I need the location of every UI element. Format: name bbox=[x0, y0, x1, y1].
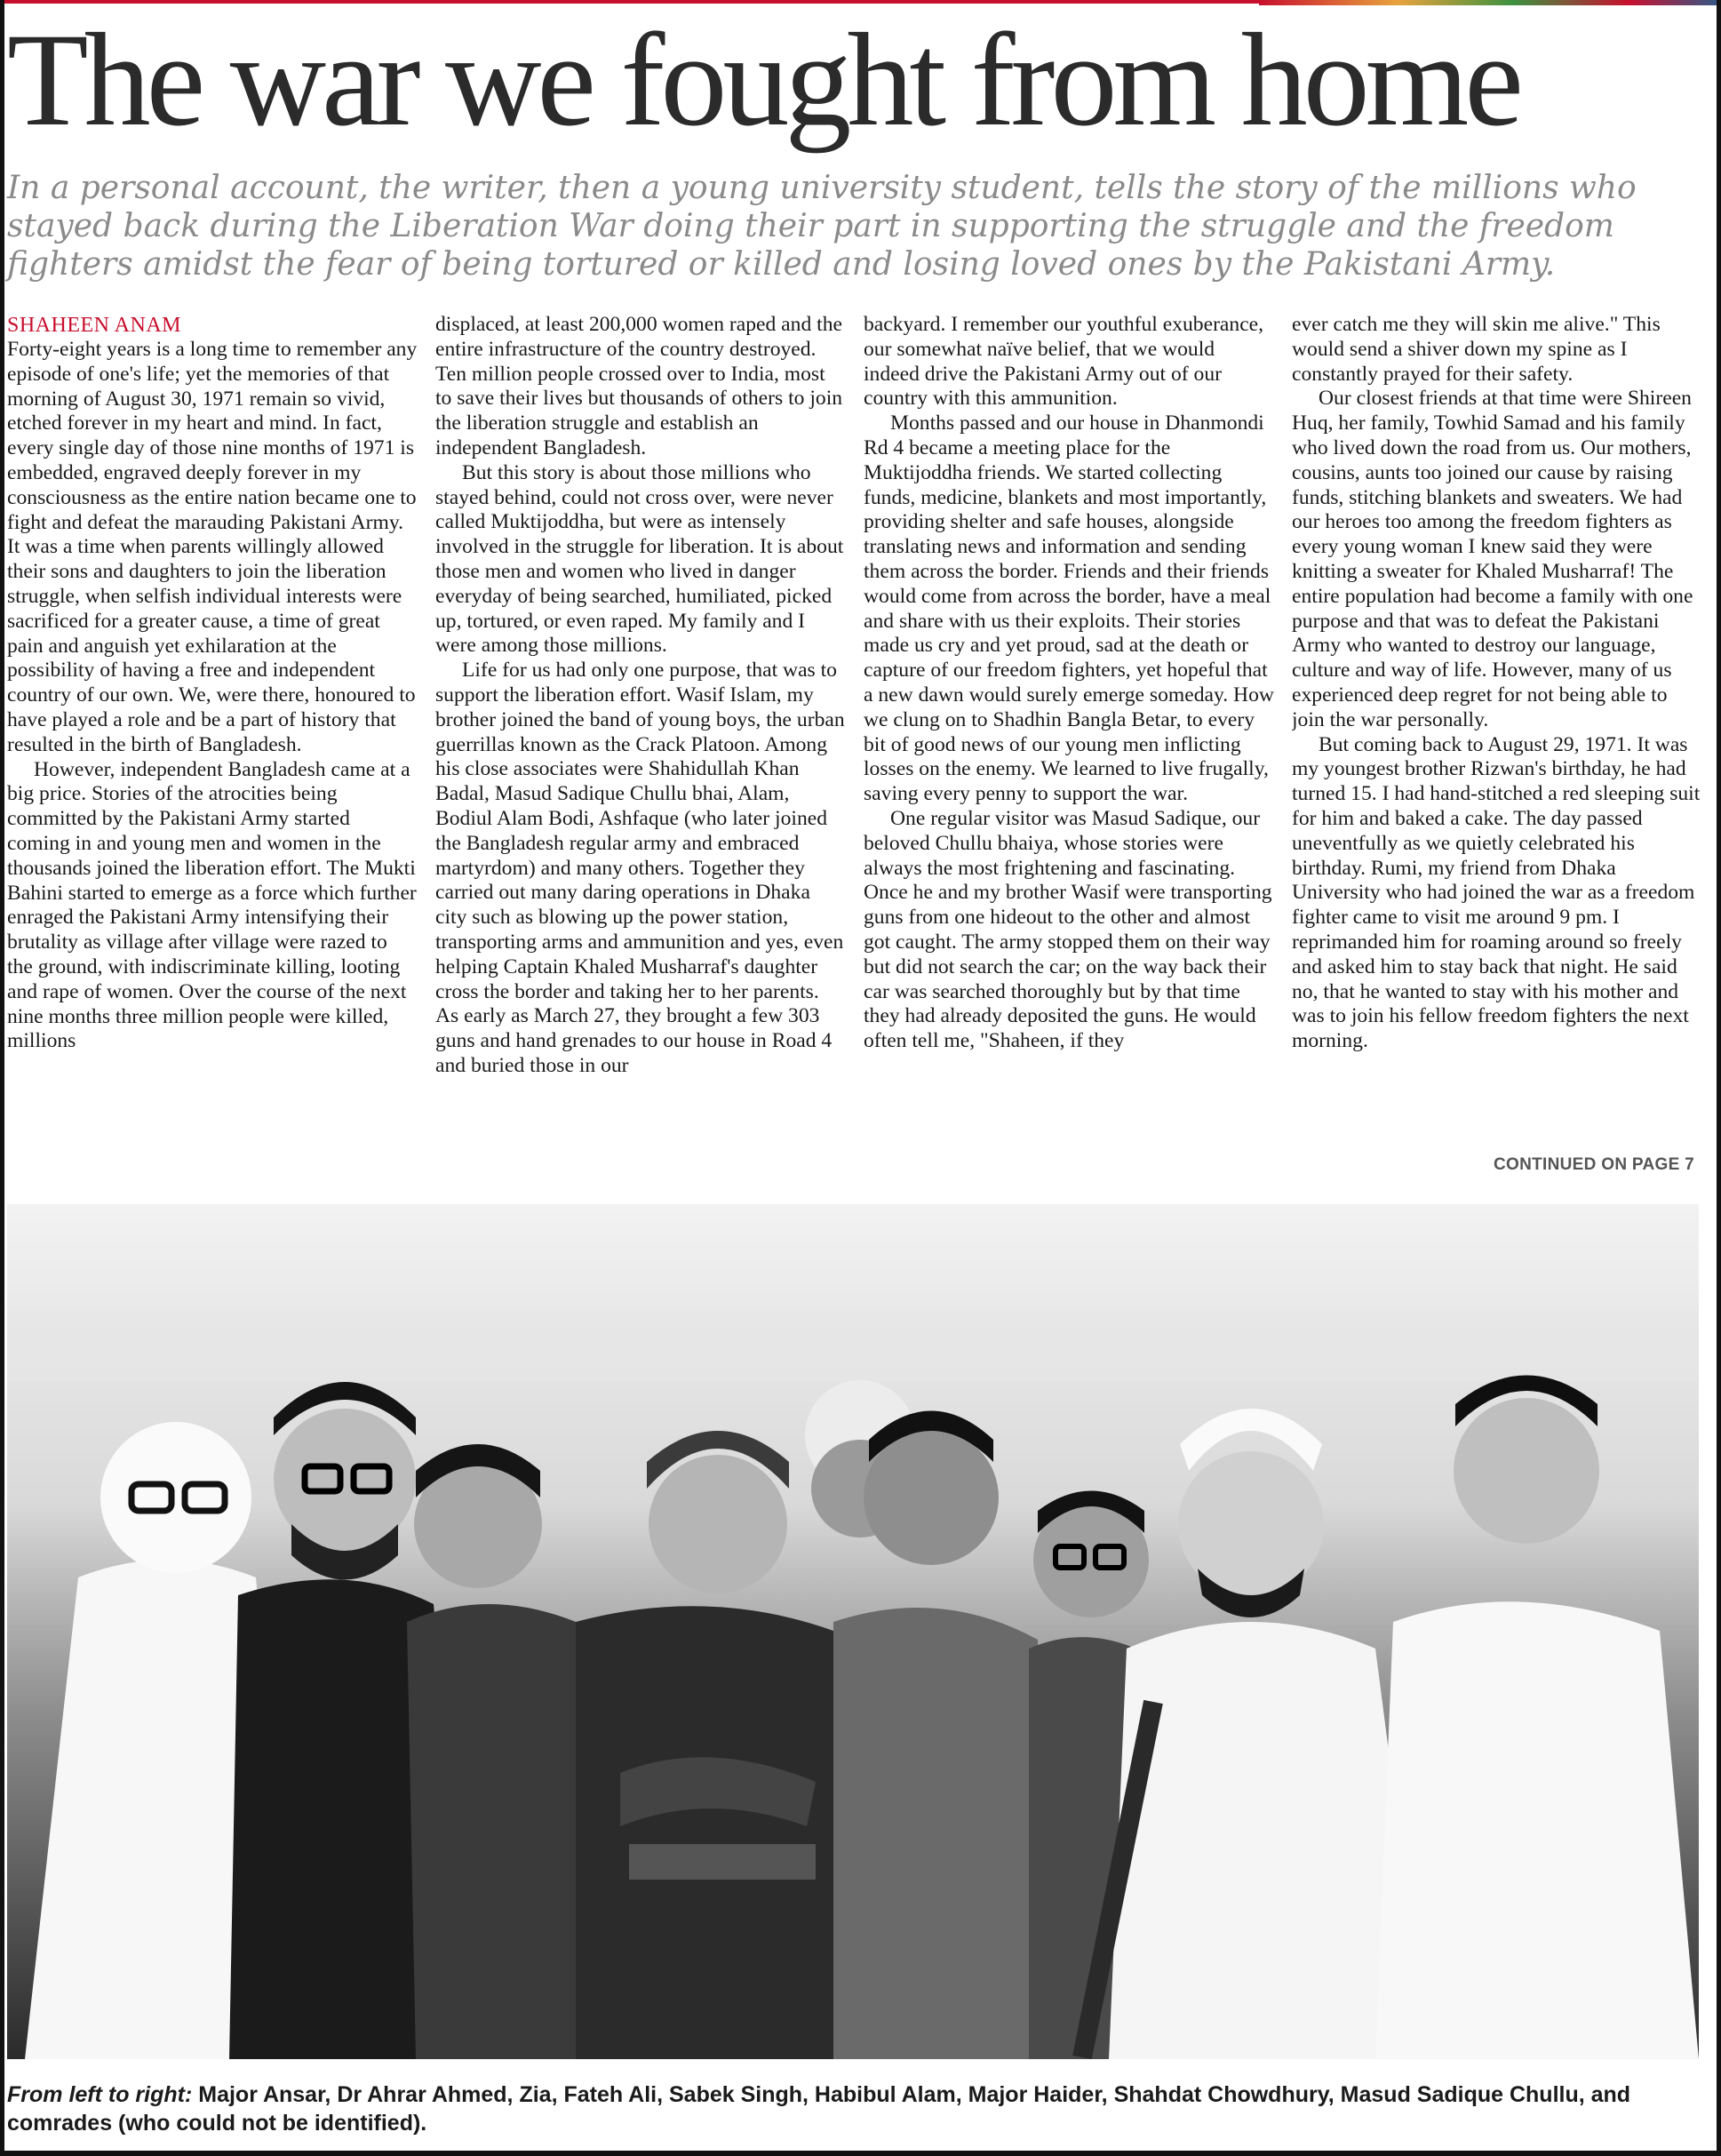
page-border-left bbox=[0, 0, 4, 2156]
group-photo bbox=[7, 1204, 1699, 2059]
paragraph: ever catch me they will skin me alive." This would send a shiver down my spine as I constantly prayed for their safety. bbox=[1292, 313, 1661, 386]
column-3 bbox=[864, 313, 1274, 1184]
article-body bbox=[7, 313, 1701, 1184]
paragraph: However, independent Bangladesh came at a big price. Stories of the atrocities being committed by the Pakistani Army started coming in and young men and women in the thousands joined the liberation effort. The Mukti Bahini started to emerge as a force which further enraged the Pakistani Army intensifying their brutality as village after village were razed to the ground, with indiscriminate killing, looting and rape of women. Over the course of the next nine months three million people were killed, millions bbox=[7, 757, 417, 1053]
continued-label: CONTINUED ON PAGE 7 bbox=[1494, 1155, 1694, 1174]
paragraph: Our closest friends at that time were Shireen Huq, her family, Towhid Samad and his family who lived down the road from us. Our mothers, cousins, aunts too joined our cause by raising funds, stitching blankets and sweaters. We had our heroes too among the freedom fighters as every young woman I knew said they were knitting a sweater for Khaled Musharraf! The entire population had become a family with one purpose and that was to defeat the Pakistani Army who wanted to destroy our language, culture and way of life. However, many of us experienced deep regret for not being able to join the war personally. bbox=[1292, 387, 1693, 731]
column-2 bbox=[435, 313, 846, 1184]
paragraph: Life for us had only one purpose, that was to support the liberation effort. Wasif Islam, my brother joined the band of young boys, the urban guerrillas known as the Crack Platoon. Among his close associates were Shahidullah Khan Badal, Masud Sadique Chullu bhai, Alam, Bodiul Alam Bodi, Ashfaque (who later joined the Bangladesh regular army and embraced martyrdom) and many others. Together they carried out many daring operations in Dhaka city such as blowing up the power station, transporting arms and ammunition and yes, even helping Captain Khaled Musharraf's daughter cross the border and taking her to her parents. As early as March 27, they brought a few 303 guns and hand grenades to our house in Road 4 and buried those in our bbox=[435, 659, 845, 1077]
paragraph: One regular visitor was Masud Sadique, our beloved Chullu bhaiya, whose stories were always the most frightening and fascinating. Once he and my brother Wasif were transporting guns from one hideout to the other and almost got caught. The army stopped them on their way but did not search the car; on the way back their car was searched thoroughly but by that time they had already deposited the guns. He would often tell me, "Shaheen, if they bbox=[864, 806, 1272, 1053]
caption-text: Major Ansar, Dr Ahrar Ahmed, Zia, Fateh Ali, Sabek Singh, Habibul Alam, Major Haider, Shahdat Chowdhury, Masud Sadique Chullu, and comrades (who could not be identified). bbox=[7, 2082, 1631, 2136]
caption-lead: From left to right: bbox=[7, 2082, 193, 2107]
page-border-bottom bbox=[0, 2151, 1721, 2156]
page-border-right bbox=[1717, 0, 1721, 2156]
top-colour-strip bbox=[1259, 0, 1721, 5]
paragraph: Months passed and our house in Dhanmondi Rd 4 became a meeting place for the Muktijoddha friends. We started collecting funds, medicine, blankets and most importantly, providing shelter and safe houses, alongside translating news and information and sending them across the border. Friends and their friends would come from across the border, have a meal and share with us their exploits. Their stories made us cry and yet proud, sad at the death or capture of our freedom fighters, yet hopeful that a new dawn would surely emerge someday. How we clung on to Shadhin Bangla Betar, to every bit of good news of our young men inflicting losses on the enemy. We learned to live frugally, saving every penny to support the war. bbox=[864, 411, 1274, 806]
group-photo-illustration bbox=[7, 1204, 1699, 2059]
column-1 bbox=[7, 313, 418, 1184]
paragraph: backyard. I remember our youthful exuberance, our somewhat naïve belief, that we would indeed drive the Pakistani Army out of our country with this ammunition. bbox=[864, 313, 1264, 411]
paragraph: Forty-eight years is a long time to remember any episode of one's life; yet the memories of that morning of August 30, 1971 remain so vivid, etched forever in my heart and mind. In fact, every single day of those nine months of 1971 is embedded, engraved deeply forever in my consciousness as the entire nation became one to fight and defeat the marauding Pakistani Army. It was a time when parents willingly allowed their sons and daughters to join the liberation struggle, when selfish individual interests were sacrificed for a greater cause, a time of great pain and anguish yet exhilaration at the possibility of having a free and independent country of our own. We, were there, honoured to have played a role and be a part of history that resulted in the birth of Bangladesh. bbox=[7, 338, 418, 756]
byline: SHAHEEN ANAM bbox=[7, 314, 182, 337]
paragraph: But coming back to August 29, 1971. It was my youngest brother Rizwan's birthday, he had turned 15. I had hand-stitched a red sleeping suit for him and baked a cake. The day passed uneventfully as we quietly celebrated his birthday. Rumi, my friend from Dhaka University who had joined the war as a freedom fighter came to visit me around 9 pm. I reprimanded him for roaming around so freely and asked him to stay back that night. He said no, that he wanted to stay with his mother and was to join his fellow freedom fighters the next morning. bbox=[1292, 732, 1701, 1053]
column-4 bbox=[1292, 313, 1702, 1184]
standfirst: In a personal account, the writer, then a young university student, tells the story of the millions who stayed back during the Liberation War doing their part in supporting the struggle and the freedom fighters amidst the fear of being tortured or killed and losing loved ones by the Pakistani Army. bbox=[7, 170, 1637, 283]
headline: The war we fought from home bbox=[7, 6, 1519, 154]
paragraph: But this story is about those millions who stayed behind, could not cross over, were never called Muktijoddha, but were as intensely involved in the struggle for liberation. It is about those men and women who lived in danger everyday of being searched, humiliated, picked up, tortured, or even raped. My family and I were among those millions. bbox=[435, 460, 844, 658]
photo-caption bbox=[7, 2080, 1695, 2137]
paragraph: displaced, at least 200,000 women raped and the entire infrastructure of the country destroyed. Ten million people crossed over to India, most to save their lives but thousands of others to join the liberation struggle and establish an independent Bangladesh. bbox=[435, 313, 843, 459]
